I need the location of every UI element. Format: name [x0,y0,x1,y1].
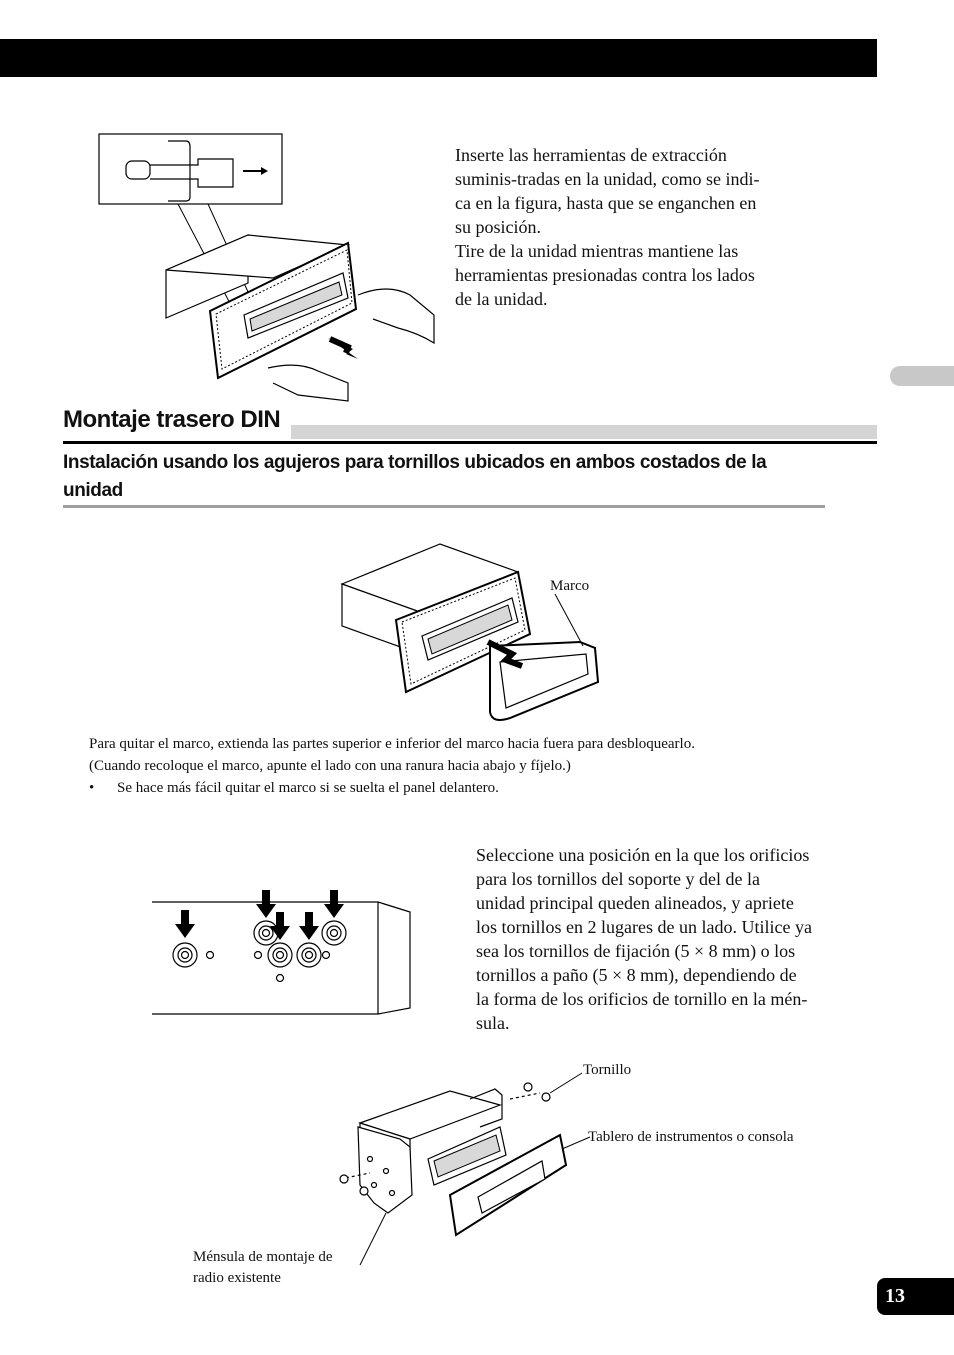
position-line-1: Seleccione una posición en la que los orificios [476,845,810,865]
intro-line-2: suminis-tradas en la unidad, como se indi- [455,169,760,189]
bullet-text: Se hace más fácil quitar el marco si se suelta el panel delantero. [117,780,499,796]
intro-line-6: herramientas presionadas contra los lados [455,265,755,285]
section-title-rule [63,441,877,444]
position-line-5: sea los tornillos de fijación (5 × 8 mm) o los [476,941,796,961]
header-bar [0,39,877,77]
intro-line-1: Inserte las herramientas de extracción [455,145,727,165]
section-tab [890,366,954,386]
assembly-figure [330,1075,570,1255]
page-number: 13 [877,1278,954,1315]
position-line-2: para los tornillos del soporte y del de la [476,869,760,889]
screw-hole [173,943,197,967]
frame-note-line-1: Para quitar el marco, extienda las partes superior e inferior del marco hacia fuera para desbloquearlo. [89,736,695,752]
position-line-8: sula. [476,1013,510,1033]
bullet-symbol: • [89,780,95,796]
dashboard-label: Tablero de instrumentos o consola [588,1129,794,1145]
section-subtitle: Instalación usando los agujeros para tornillos ubicados en ambos costados de la unidad [63,449,825,508]
screw-label: Tornillo [583,1062,632,1078]
position-text [476,843,866,1035]
intro-line-4: su posición. [455,217,542,237]
frame-note-line-2: (Cuando recoloque el marco, apunte el lado con una ranura hacia abajo y fíjelo.) [89,758,571,774]
position-line-4: los tornillos en 2 lugares de un lado. Utilice ya [476,917,812,937]
bracket-label [193,1247,333,1289]
frame-label: Marco [550,578,590,594]
frame-note [89,733,869,799]
position-line-7: la forma de los orificios de tornillo en la mén- [476,989,808,1009]
intro-line-7: de la unidad. [455,289,548,309]
section-title-text: Montaje trasero DIN [63,406,286,433]
section-title-shade [291,425,877,439]
extraction-figure [98,133,438,403]
intro-line-5: Tire de la unidad mientras mantiene las [455,241,739,261]
screw-holes-figure [152,888,414,1018]
intro-text [455,143,815,311]
position-line-6: tornillos a paño (5 × 8 mm), dependiendo de [476,965,797,985]
section-title [63,406,877,444]
bracket-label-line-1: Ménsula de montaje de [193,1249,333,1265]
bracket-label-line-2: radio existente [193,1270,281,1286]
frame-note-bullet [89,777,869,799]
intro-line-3: ca en la figura, hasta que se enganchen en [455,193,757,213]
position-line-3: unidad principal queden alineados, y apriete [476,893,794,913]
frame-figure [340,542,600,727]
